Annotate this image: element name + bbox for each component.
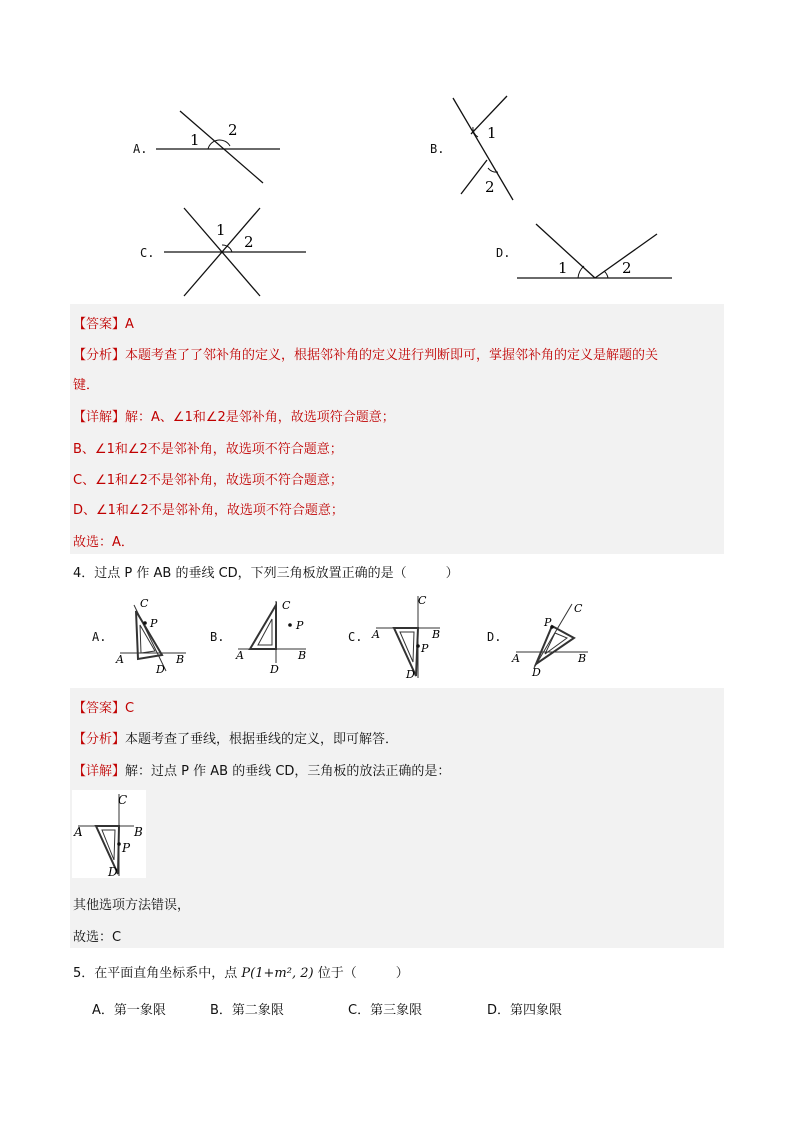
q4-other-methods: 其他选项方法错误， [73, 898, 191, 913]
q4-a-d: D [156, 663, 165, 676]
q4-a-c: C [140, 597, 149, 610]
q4-answer-line [73, 697, 134, 716]
q4-b-d: D [270, 663, 279, 676]
q4-c-b: B [432, 628, 441, 641]
q3-analysis-line-2: 键． [73, 378, 100, 393]
detail-text: 解：过点 P 作 AB 的垂线 CD，三角板的放法正确的是： [125, 764, 451, 779]
detail-tag: 【详解】 [73, 410, 126, 425]
q3-answer-line [73, 313, 134, 332]
q4-option-c-figure [368, 592, 448, 686]
q4-answer-figure [72, 790, 146, 878]
detail-tag: 【详解】 [73, 764, 126, 779]
q4-figure-d-svg [508, 596, 594, 678]
detail-text: 解：A、∠1和∠2是邻补角，故选项符合题意； [125, 410, 395, 425]
q3-figure-b-svg [445, 92, 525, 204]
q4-c-a: A [372, 628, 380, 641]
q4-b-a: A [236, 649, 244, 662]
q3-option-a-figure [150, 105, 290, 189]
q4-figure-c-svg [368, 592, 448, 682]
q3-d-label-2: 2 [622, 259, 632, 277]
q5-option-c[interactable]: C．第三象限 [348, 1003, 423, 1018]
q3-detail-line-d: D、∠1和∠2不是邻补角，故选项不符合题意； [73, 503, 344, 518]
q3-option-b-figure [445, 92, 525, 208]
q4-figure-b-svg [230, 595, 320, 677]
q3-option-a-letter: A. [133, 142, 148, 156]
q3-figure-d-svg [512, 220, 677, 284]
q4-b-p: P [296, 619, 304, 632]
answer-tag: 【答案】 [73, 317, 126, 332]
q3-detail-line-b: B、∠1和∠2不是邻补角，故选项不符合题意； [73, 442, 343, 457]
q3-b-label-1: 1 [487, 124, 497, 142]
answer-value: A [125, 317, 134, 332]
q4-b-b: B [298, 649, 307, 662]
q4-option-d-figure [508, 596, 594, 682]
q4-ans-c: C [118, 793, 128, 807]
q4-detail-line [73, 760, 450, 779]
q4-option-b-letter: B. [210, 630, 225, 644]
q3-option-b-letter: B. [430, 142, 445, 156]
q3-b-label-2: 2 [485, 178, 495, 196]
q5-point: P(1+m², 2) [241, 966, 314, 981]
answer-tag: 【答案】 [73, 701, 126, 716]
q3-detail-line [73, 406, 395, 425]
q4-d-d: D [532, 666, 541, 679]
q4-option-b-figure [230, 595, 320, 681]
q4-option-c-letter: C. [348, 630, 363, 644]
q4-analysis-line [73, 728, 398, 747]
q4-option-a-figure [112, 595, 192, 681]
q4-a-b: B [176, 653, 185, 666]
q4-conclusion: 故选：C [73, 930, 122, 945]
q3-a-label-1: 1 [190, 131, 200, 149]
q4-ans-p: P [122, 841, 131, 855]
q5-option-b[interactable]: B．第二象限 [210, 1003, 284, 1018]
q4-d-c: C [574, 602, 583, 615]
q4-d-a: A [512, 652, 520, 665]
q5-stem-suffix: 位于（ ） [317, 966, 409, 981]
q3-c-label-2: 2 [244, 233, 254, 251]
q4-figure-a-svg [112, 595, 192, 677]
q3-d-label-1: 1 [558, 259, 568, 277]
q4-ans-a: A [74, 825, 83, 839]
analysis-tag: 【分析】 [73, 732, 126, 747]
q3-figure-c-svg [160, 205, 310, 300]
q5-stem-prefix: 5．在平面直角坐标系中，点 [73, 966, 238, 981]
q3-option-c-figure [160, 205, 310, 304]
q3-option-d-figure [512, 220, 677, 288]
q4-answer-figure-svg [72, 790, 146, 878]
q3-a-label-2: 2 [228, 121, 238, 139]
q4-ans-d: D [108, 865, 118, 879]
q4-option-a-letter: A. [92, 630, 107, 644]
q3-figure-a-svg [150, 105, 290, 185]
q5-option-a[interactable]: A．第一象限 [92, 1003, 166, 1018]
analysis-tag: 【分析】 [73, 348, 126, 363]
q4-d-b: B [578, 652, 587, 665]
q4-d-p: P [544, 616, 552, 629]
answer-value: C [125, 701, 135, 716]
q3-detail-line-c: C、∠1和∠2不是邻补角，故选项不符合题意； [73, 473, 343, 488]
q3-conclusion: 故选：A． [73, 535, 134, 550]
q3-c-label-1: 1 [216, 221, 226, 239]
q3-option-c-letter: C. [140, 246, 155, 260]
analysis-text: 本题考查了垂线，根据垂线的定义，即可解答． [125, 732, 399, 747]
q5-stem [73, 962, 409, 981]
q4-option-d-letter: D. [487, 630, 502, 644]
q4-b-c: C [282, 599, 291, 612]
q4-c-p: P [421, 642, 429, 655]
q4-stem: 4．过点 P 作 AB 的垂线 CD，下列三角板放置正确的是（ ） [73, 566, 459, 581]
q4-ans-b: B [134, 825, 143, 839]
analysis-text: 本题考查了了邻补角的定义，根据邻补角的定义进行判断即可，掌握邻补角的定义是解题的关 [125, 348, 659, 363]
q4-a-p: P [150, 617, 158, 630]
q3-option-d-letter: D. [496, 246, 511, 260]
q4-c-d: D [406, 668, 415, 681]
q5-option-d[interactable]: D．第四象限 [487, 1003, 563, 1018]
q4-c-c: C [418, 594, 427, 607]
q3-analysis-line [73, 344, 658, 363]
q4-a-a: A [116, 653, 124, 666]
